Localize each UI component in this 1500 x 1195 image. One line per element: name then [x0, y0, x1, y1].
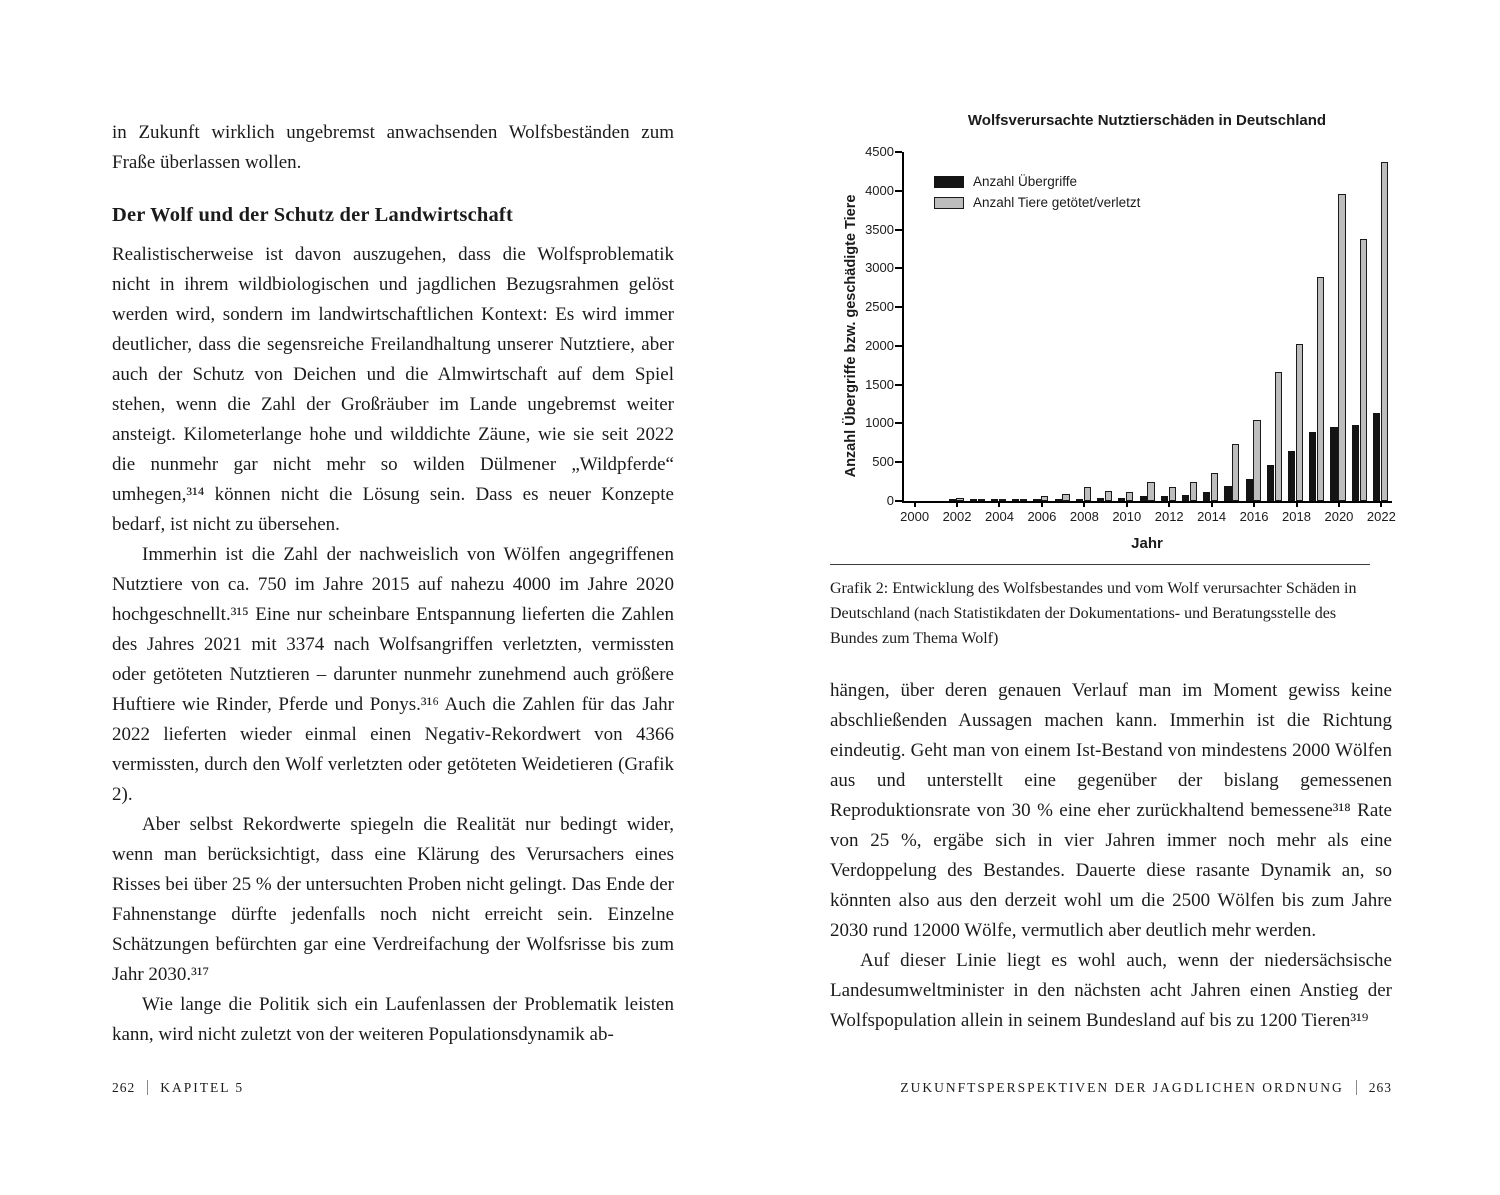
x-tick-mark	[998, 501, 1000, 507]
x-axis-label: Jahr	[1131, 535, 1163, 552]
left-page-footer	[112, 1080, 244, 1096]
bar-uebergriffe	[1161, 496, 1168, 501]
x-tick-label: 2016	[1239, 509, 1269, 524]
y-tick-label: 2000	[865, 337, 894, 353]
bar-uebergriffe	[1224, 486, 1231, 502]
x-tick-mark	[1338, 501, 1340, 507]
bar-uebergriffe	[1182, 495, 1189, 501]
bar-tiere	[1275, 372, 1282, 501]
x-tick-label: 2014	[1197, 509, 1227, 524]
y-tick-label: 500	[872, 454, 894, 470]
y-tick-label: 0	[886, 493, 894, 508]
bar-uebergriffe	[1012, 499, 1019, 501]
paragraph: Realistischerweise ist davon auszugehen, dass die Wolfsproblematik nicht in ihrem wildbiologischen und jagdlichen Bezugsrahmen gelöst werden wird, sondern im landwirtschaftlichen Kontext: Es wird immer deutlicher, dass die segensreiche Freilandhaltung unserer Nutztiere, aber auch der Schutz von Deichen und die Almwirtschaft auf dem Spiel stehen, wenn die Zahl der Großräuber im Lande ungebremst weiter ansteigt. Kilometerlange hohe und wilddichte Zäune, wie sie seit 2022 die nunmehr gar nicht mehr so wilden Dülmener „Wildpferde“ umhegen,³¹⁴ können nicht die Lösung sein. Dass es neuer Konzepte bedarf, ist nicht zu übersehen.	[112, 244, 674, 535]
bar-uebergriffe	[1118, 498, 1125, 501]
paragraph: Aber selbst Rekordwerte spiegeln die Realität nur bedingt wider, wenn man berücksichtigt, dass eine Klärung des Verursachers eines Risses bei über 25 % der untersuchten Proben nicht gelingt. Das Ende der Fahnenstange dürfte jedenfalls noch nicht erreicht sein. Einzelne Schätzungen befürchten gar eine Verdreifachung der Wolfsrisse bis zum Jahr 2030.³¹⁷	[112, 814, 674, 985]
x-tick-label: 2002	[942, 509, 972, 524]
bar-tiere	[1381, 162, 1388, 501]
x-tick-label: 2000	[900, 509, 930, 524]
paragraph-continuation: in Zukunft wirklich ungebremst anwachsenden Wolfsbeständen zum Fraße überlassen wollen.	[112, 122, 674, 173]
plot-area	[865, 144, 1396, 524]
y-tick-mark	[895, 500, 902, 502]
bar-uebergriffe	[970, 499, 977, 501]
bar-tiere	[1253, 420, 1260, 501]
bar-uebergriffe	[1076, 499, 1083, 501]
bar-tiere	[1062, 494, 1069, 501]
bar-uebergriffe	[1033, 499, 1040, 501]
x-tick-label: 2008	[1069, 509, 1099, 524]
y-tick-label: 1500	[865, 376, 894, 392]
bar-tiere	[1317, 277, 1324, 501]
footer-section-label: ZUKUNFTSPERSPEKTIVEN DER JAGDLICHEN ORDNUNG	[900, 1080, 1344, 1095]
x-tick-mark	[1211, 501, 1213, 507]
x-tick-mark	[1296, 501, 1298, 507]
paragraph: Wie lange die Politik sich ein Laufenlassen der Problematik leisten kann, wird nicht zuletzt von der weiteren Populationsdynamik ab-	[112, 994, 674, 1045]
footer-divider	[147, 1080, 148, 1095]
y-tick-mark	[895, 267, 902, 269]
y-tick-mark	[895, 229, 902, 231]
bar-uebergriffe	[1373, 413, 1380, 501]
section-heading: Der Wolf und der Schutz der Landwirtschaft	[112, 204, 513, 226]
bar-tiere	[1338, 194, 1345, 501]
bar-uebergriffe	[1097, 498, 1104, 501]
chart-area	[830, 132, 1396, 556]
x-tick-label: 2018	[1282, 509, 1311, 524]
x-tick-label: 2012	[1154, 509, 1184, 524]
y-tick-label: 3500	[865, 221, 894, 237]
bar-uebergriffe	[1267, 465, 1274, 501]
bar-uebergriffe	[1288, 451, 1295, 501]
x-tick-mark	[914, 501, 916, 507]
bar-tiere	[1190, 482, 1197, 501]
bar-uebergriffe	[1203, 492, 1210, 501]
y-tick-label: 1000	[865, 415, 894, 431]
bar-tiere	[1360, 239, 1367, 501]
y-tick-mark	[895, 190, 902, 192]
figure-caption: Grafik 2: Entwicklung des Wolfsbestandes und vom Wolf verursachter Schäden in Deutschland (nach Statistikdaten der Dokumentations- und Beratungsstelle des Bundes zum Thema Wolf)	[830, 564, 1370, 651]
bar-tiere	[1232, 444, 1239, 501]
right-page-footer	[900, 1080, 1392, 1096]
bar-uebergriffe	[949, 499, 956, 501]
footer-chapter-label: KAPITEL 5	[160, 1080, 245, 1095]
y-tick-label: 4500	[865, 144, 894, 159]
x-tick-label: 2022	[1366, 509, 1396, 524]
bar-uebergriffe	[1352, 425, 1359, 501]
legend-swatch-uebergriffe	[934, 176, 964, 188]
bar-uebergriffe	[1330, 427, 1337, 501]
y-tick-mark	[895, 345, 902, 347]
bar-tiere	[1020, 499, 1027, 501]
page-number-right: 263	[1368, 1080, 1392, 1095]
x-tick-mark	[1126, 501, 1128, 507]
x-tick-mark	[1380, 501, 1382, 507]
legend-entry	[934, 174, 1140, 189]
y-axis-label: Anzahl Übergriffe bzw. geschädigte Tiere	[843, 194, 859, 478]
legend-entry	[934, 195, 1140, 210]
bar-tiere	[1296, 344, 1303, 501]
footer-divider	[1356, 1080, 1357, 1095]
legend-label: Anzahl Tiere getötet/verletzt	[973, 195, 1141, 210]
x-tick-mark	[1253, 501, 1255, 507]
x-tick-label: 2004	[985, 509, 1014, 524]
left-page-text-column	[112, 118, 674, 1050]
y-tick-mark	[895, 151, 902, 153]
x-tick-mark	[1168, 501, 1170, 507]
x-tick-label: 2010	[1112, 509, 1142, 524]
bar-tiere	[1211, 473, 1218, 501]
legend-swatch-tiere	[934, 197, 964, 209]
bar-tiere	[1105, 491, 1112, 501]
paragraph: Auf dieser Linie liegt es wohl auch, wenn der niedersächsische Landesumweltminister in den nächsten acht Jahren einen Anstieg der Wolfspopulation allein in seinem Bundesland auf bis zu 1200 Tieren³¹⁹	[830, 950, 1392, 1031]
y-tick-mark	[895, 384, 902, 386]
y-tick-label: 2500	[865, 299, 894, 315]
x-tick-mark	[1041, 501, 1043, 507]
x-tick-mark	[956, 501, 958, 507]
x-tick-label: 2020	[1324, 509, 1354, 524]
x-tick-label: 2006	[1027, 509, 1057, 524]
paragraph: Immerhin ist die Zahl der nachweislich von Wölfen angegriffenen Nutztiere von ca. 750 im Jahre 2015 auf nahezu 4000 im Jahre 2020 hochgeschnellt.³¹⁵ Eine nur scheinbare Entspannung lieferten die Zahlen des Jahres 2021 mit 3374 nach Wolfsangriffen verletzten, vermissten oder getöteten Nutztieren – darunter nunmehr zunehmend auch größere Huftiere wie Rinder, Pferde und Ponys.³¹⁶ Auch die Zahlen für das Jahr 2022 lieferten wieder einmal einen Negativ-Rekordwert von 4366 vermissten, durch den Wolf verletzten oder getöteten Weidetieren (Grafik 2).	[112, 544, 674, 805]
bar-uebergriffe	[991, 499, 998, 501]
chart-legend	[932, 172, 1146, 212]
y-tick-label: 3000	[865, 260, 894, 276]
bar-tiere	[1147, 482, 1154, 501]
page-number-left: 262	[112, 1080, 136, 1095]
y-tick-mark	[895, 461, 902, 463]
bar-tiere	[1126, 492, 1133, 501]
bar-uebergriffe	[1246, 479, 1253, 501]
bar-tiere	[978, 499, 985, 501]
bar-uebergriffe	[1055, 499, 1062, 501]
bar-uebergriffe	[1140, 496, 1147, 501]
paragraph-continuation: hängen, über deren genauen Verlauf man im Moment gewiss keine abschließenden Aussagen machen kann. Immerhin ist die Richtung eindeutig. Geht man von einem Ist-Bestand von mindestens 2000 Wölfen aus und unterstellt eine gegenüber der bislang gemessenen Reproduktionsrate von 30 % eine eher zurückhaltend bemessene³¹⁸ Rate von 25 %, ergäbe sich in vier Jahren immer noch mehr als eine Verdoppelung des Bestandes. Dauerte diese rasante Dynamik an, so könnten also aus den derzeit wohl um die 2500 Wölfen bis zum Jahre 2030 rund 12000 Wölfe, vermutlich aber deutlich mehr werden.	[830, 680, 1392, 941]
chart-figure	[830, 112, 1396, 651]
legend-label: Anzahl Übergriffe	[973, 174, 1078, 189]
y-tick-mark	[895, 422, 902, 424]
y-tick-label: 4000	[865, 182, 894, 198]
right-page-text-column	[830, 676, 1392, 1036]
bar-uebergriffe	[1309, 432, 1316, 501]
bar-tiere	[1084, 487, 1091, 501]
y-tick-mark	[895, 306, 902, 308]
bar-tiere	[1169, 487, 1176, 501]
chart-title: Wolfsverursachte Nutztierschäden in Deutschland	[967, 112, 1327, 129]
x-tick-mark	[1083, 501, 1085, 507]
